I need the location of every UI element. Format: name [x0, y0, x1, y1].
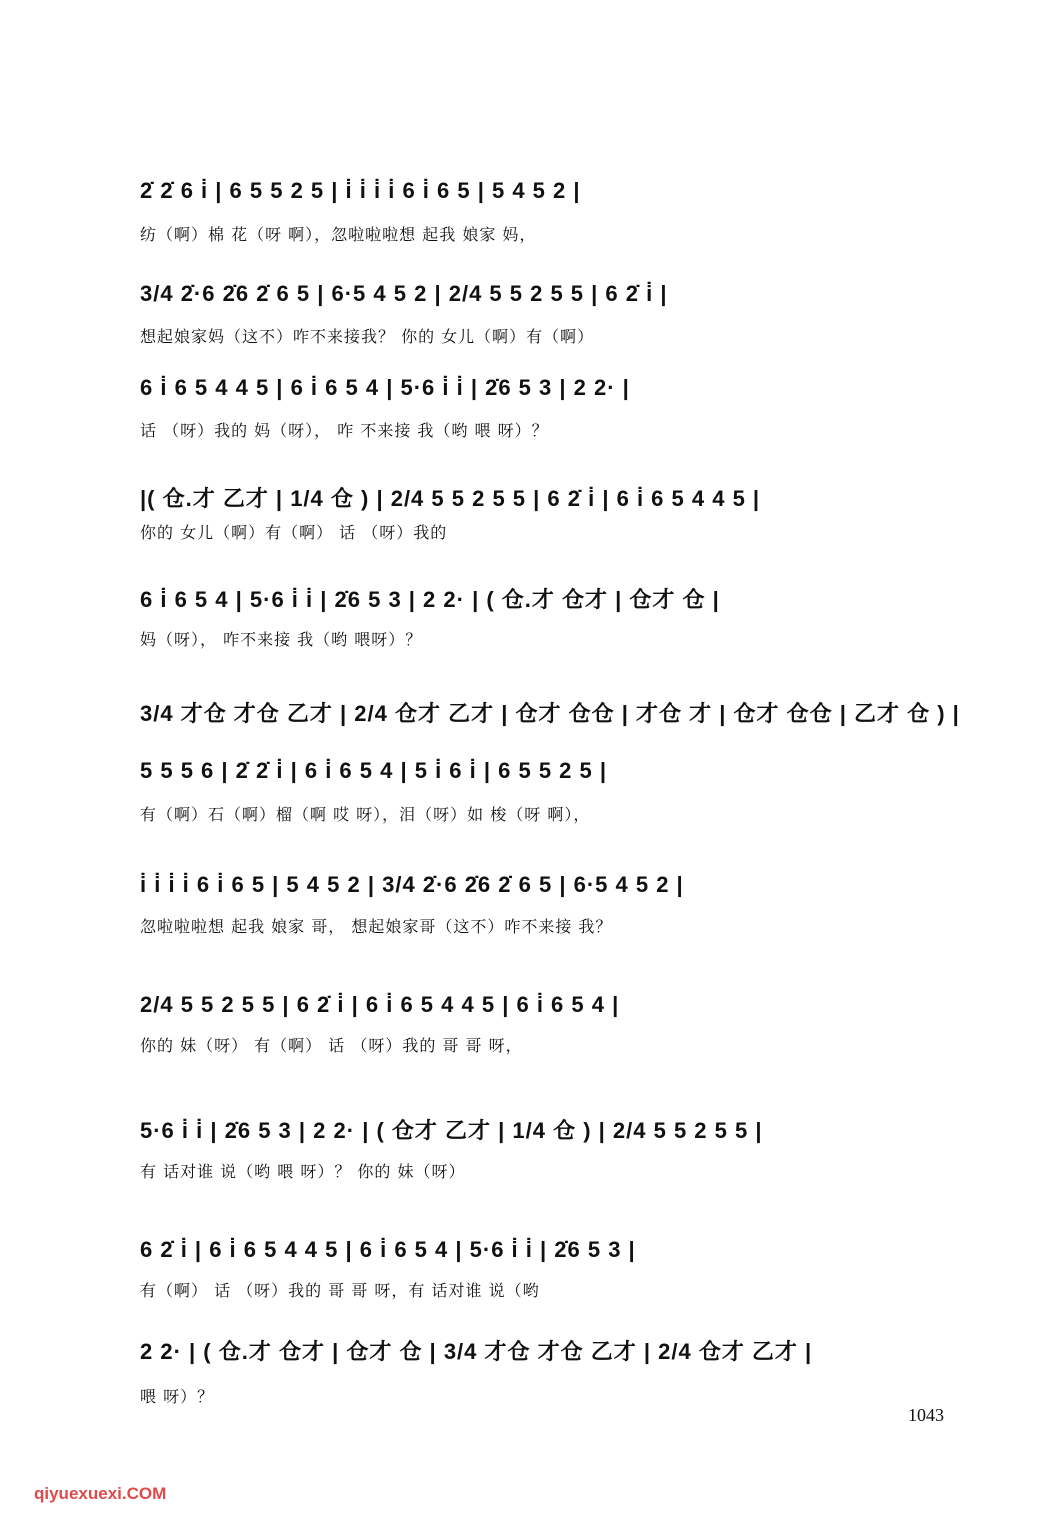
lyrics-line-4: 你的 女儿（啊）有（啊） 话 （呀）我的: [140, 523, 448, 542]
notes-line-11: 6 2̇ i̇ | 6 i̇ 6 5 4 4 5 | 6 i̇ 6 5 4 | 5·6 i̇ i̇ | 2̇6 5 3 |: [140, 1237, 636, 1262]
notes-line-1: 2̇ 2̇ 6 i̇ | 6 5 5 2 5 | i̇ i̇ i̇ i̇ 6 i̇ 6 5 | 5 4 5 2 |: [140, 178, 581, 203]
lyrics-line-8: 忽啦啦啦想 起我 娘家 哥， 想起娘家哥（这不）咋不来接 我？: [140, 917, 613, 936]
notes-line-10: 5·6 i̇ i̇ | 2̇6 5 3 | 2 2· | ( 仓才 乙才 | 1/4 仓 ) | 2/4 5 5 2 5 5 |: [140, 1118, 763, 1143]
lyrics-line-12: 喂 呀）？: [140, 1387, 215, 1406]
lyrics-line-1: 纺（啊）棉 花（呀 啊），忽啦啦啦想 起我 娘家 妈，: [140, 225, 537, 244]
notes-line-4: |( 仓.才 乙才 | 1/4 仓 ) | 2/4 5 5 2 5 5 | 6 2̇ i̇ | 6 i̇ 6 5 4 4 5 |: [140, 486, 761, 511]
lyrics-line-7: 有（啊）石（啊）榴（啊 哎 呀），泪（呀）如 梭（呀 啊），: [140, 805, 591, 824]
lyrics-line-3: 话 （呀）我的 妈（呀）， 咋 不来接 我（哟 喂 呀）？: [140, 421, 549, 440]
lyrics-line-9: 你的 妹（呀） 有（啊） 话 （呀）我的 哥 哥 呀，: [140, 1036, 523, 1055]
page-number: 1043: [908, 1405, 944, 1425]
notes-line-3: 6 i̇ 6 5 4 4 5 | 6 i̇ 6 5 4 | 5·6 i̇ i̇ | 2̇6 5 3 | 2 2· |: [140, 375, 630, 400]
notes-line-12: 2 2· | ( 仓.才 仓才 | 仓才 仓 | 3/4 才仓 才仓 乙才 | 2/4 仓才 乙才 |: [140, 1339, 813, 1364]
lyrics-line-2: 想起娘家妈（这不）咋不来接我？ 你的 女儿（啊）有（啊）: [140, 327, 595, 346]
notes-line-9: 2/4 5 5 2 5 5 | 6 2̇ i̇ | 6 i̇ 6 5 4 4 5 | 6 i̇ 6 5 4 |: [140, 992, 620, 1017]
lyrics-line-5: 妈（呀）， 咋不来接 我（哟 喂呀）？: [140, 630, 423, 649]
notes-line-2: 3/4 2̇·6 2̇6 2̇ 6 5 | 6·5 4 5 2 | 2/4 5 5 2 5 5 | 6 2̇ i̇ |: [140, 281, 668, 306]
lyrics-line-11: 有（啊） 话 （呀）我的 哥 哥 呀，有 话对谁 说（哟: [140, 1281, 540, 1300]
notes-line-5: 6 i̇ 6 5 4 | 5·6 i̇ i̇ | 2̇6 5 3 | 2 2· | ( 仓.才 仓才 | 仓才 仓 |: [140, 587, 720, 612]
notes-line-8: i̇ i̇ i̇ i̇ 6 i̇ 6 5 | 5 4 5 2 | 3/4 2̇·6 2̇6 2̇ 6 5 | 6·5 4 5 2 |: [140, 872, 684, 897]
notes-line-7: 5 5 5 6 | 2̇ 2̇ i̇ | 6 i̇ 6 5 4 | 5 i̇ 6 i̇ | 6 5 5 2 5 |: [140, 758, 608, 783]
notes-line-6: 3/4 才仓 才仓 乙才 | 2/4 仓才 乙才 | 仓才 仓仓 | 才仓 才 | 仓才 仓仓 | 乙才 仓 ) |: [140, 701, 960, 726]
lyrics-line-10: 有 话对谁 说（哟 喂 呀）？ 你的 妹（呀）: [140, 1162, 466, 1181]
watermark: qiyuexuexi.COM: [34, 1484, 167, 1503]
